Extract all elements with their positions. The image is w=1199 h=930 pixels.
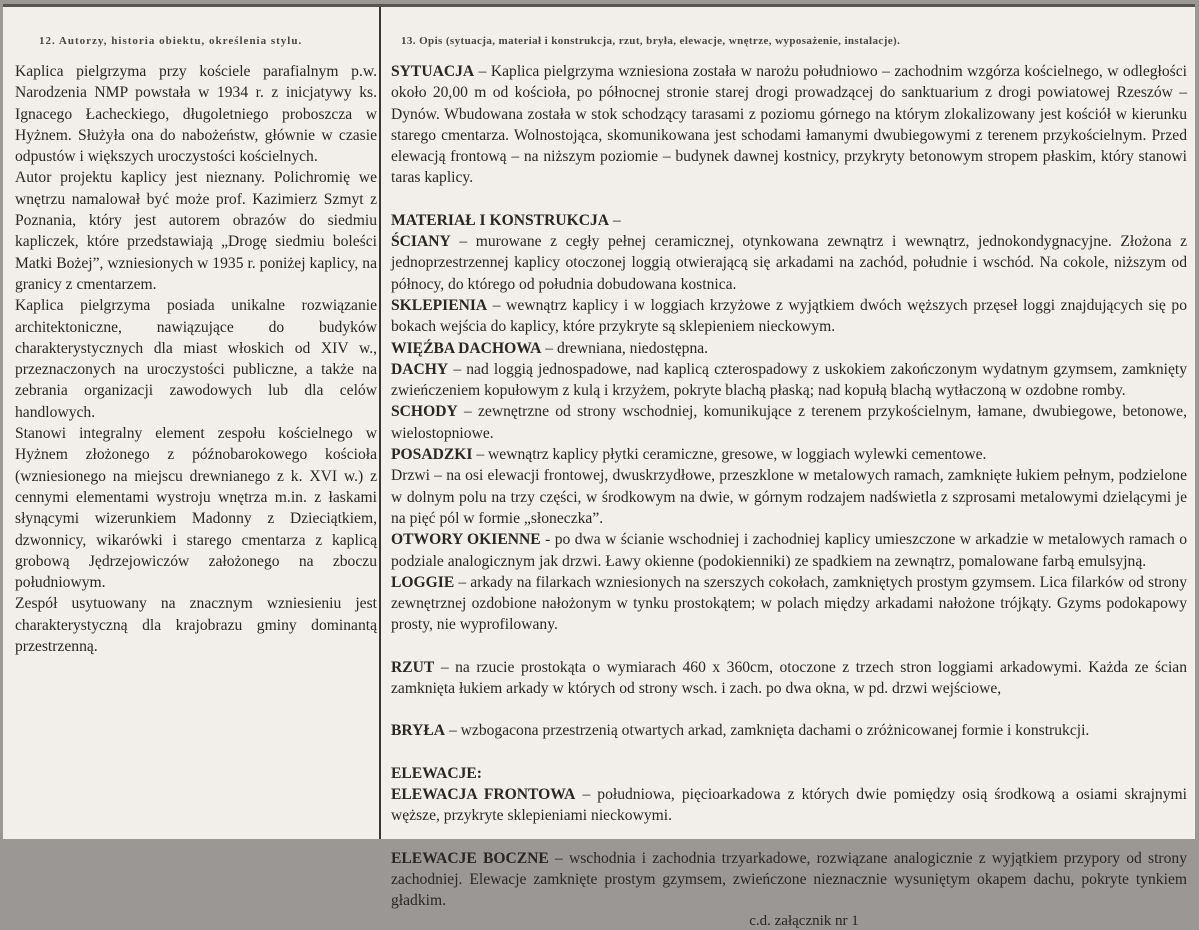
description-section [391,657,1187,700]
description-section [391,784,1187,827]
section-text: – południowa, pięcioarkadowa z których dwie pomiędzy osią środkową a osiami skrajnymi węższe, przykryte sklepieniami nieckowymi. [391,785,1187,825]
description-section [391,763,1187,784]
description-section [391,720,1187,741]
section-title: ELEWACJE: [391,764,482,782]
spacer [391,699,1187,720]
history-paragraph: Autor projektu kaplicy jest nieznany. Polichromię we wnętrzu namalował być może prof. Kazimierz Szmyt z Poznania, który jest autorem obrazów do siedmiu kapliczek, które przedstawiają „Drogę siedmiu boleści Matki Bożej”, wzniesionych w 1935 r. poniżej kaplicy, na granicy z cmentarzem. [15,169,377,293]
section-text: – arkady na filarkach wzniesionych na szerszych cokołach, zamkniętych prostym gzymsem. Lica filarków od strony zewnętrznej ozdobione nałożonym w tynku prostokątem; w polach między arkadami nałożone trójkąty. Gzyms podokapowy prosty, nie wyprofilowany. [391,573,1187,634]
history-paragraph: Kaplica pielgrzyma przy kościele parafialnym p.w. Narodzenia NMP powstała w 1934 r. z inicjatywy ks. Ignacego Łacheckiego, długoletniego proboszcza w Hyżnem. Służyła ona do nabożeństw, głównie w czasie odpustów i większych uroczystości kościelnych. [15,63,377,166]
section-title: SYTUACJA [391,63,475,80]
section-title: OTWORY OKIENNE [391,531,541,549]
section-text: – wewnątrz kaplicy i w loggiach krzyżowe z wyjątkiem dwóch węższych przęseł loggi znajdujących się po bokach wejścia do kaplicy, które przykryte są sklepieniem nieckowym. [391,296,1187,336]
section-title: LOGGIE [391,573,455,591]
section-text: – wzbogacona przestrzenią otwartych arkad, zamknięta dachami o zróżnicowanej formie i konstrukcji. [445,722,1090,740]
section-title: WIĘŹBA DACHOWA [391,339,542,357]
section-text: - po dwa w ścianie wschodniej i zachodniej kaplicy umieszczone w arkadzie w metalowych ramach o podziale analogicznym jak drzwi. Ławy okienne (podokienniki) ze spadkiem na zewnątrz, pomalowane farbą emulsyjną. [391,531,1187,570]
section-text: – drewniana, niedostępna. [541,339,709,357]
section-title: POSADZKI [391,446,473,464]
description-section [391,231,1187,295]
section-title: ŚCIANY [391,233,451,251]
spacer [391,827,1187,848]
section-text: – nad loggią jednospadowe, nad kaplicą czterospadowy z uskokiem zakończonym wydatnym gzymsem, zamknięty zwieńczeniem kopułowym z kulą i krzyżem, pokryte blachą płaską; nad kopułą blachą wytłaczoną w ozdobne romby. [391,360,1187,400]
section-title: SCHODY [391,403,458,421]
history-paragraph: Kaplica pielgrzyma posiada unikalne rozwiązanie architektoniczne, nawiązujące do budyków charakterystycznych dla miast włoskich od XIV w., przeznaczonych na uroczystości publiczne, a także na zebrania organizacji zawodowych lub dla celów handlowych. [15,297,377,421]
section-text: Drzwi – na osi elewacji frontowej, dwuskrzydłowe, przeszklone w metalowych ramach, zamknięte łukiem pełnym, podzielone w dolnym polu na trzy części, w środkowym na dwie, w górnym rodzajem nadświetla z szprosami metalowymi dzielącymi je na pięć pól w formie „słoneczka”. [391,467,1187,527]
section-text: – na rzucie prostokąta o wymiarach 460 x 360cm, otoczone z trzech stron loggiami arkadowymi. Każda ze ścian zamknięta łukiem arkady w których od strony wsch. i zach. po dwa okna, w pd. drzwi wejściowe, [391,658,1187,698]
description-section [391,338,1187,359]
continuation-note: c.d. załącznik nr 1 [749,913,859,930]
spacer [391,189,1187,210]
description-section [391,295,1187,338]
section-text: – Kaplica pielgrzyma wzniesiona została w narożu południowo – zachodnim wzgórza kościelnego, w odległości około 20,00 m od kościoła, po północnej stronie starej drogi prowadzącej do sanktuarium z drogi powiatowej Rzeszów – Dynów. Wbudowana została w stok schodzący tarasami z poziomu górnego na którym zlokalizowany jest kościół w kierunku starego cmentarza. Wolnostojąca, skomunikowana jest schodami łamanymi dwubiegowymi z terenem przykościelnym. Przed elewacją frontową – na niższym poziomie – budynek dawnej kostnicy, przykryty betonowym stropem płaskim, który stanowi taras kaplicy. [391,63,1187,187]
spacer [391,636,1187,657]
document-page [3,4,1195,930]
description-section [391,444,1187,465]
section-title: ELEWACJE BOCZNE [391,849,549,867]
column-divider [379,7,381,839]
section-text: – wschodnia i zachodnia trzyarkadowe, rozwiązane analogicznie z wyjątkiem przypory od strony zachodniej. Elewacje zamknięte prostym gzymsem, zwieńczone nieznacznie wysuniętym okapem dachu, pokryte tynkiem gładkim. [391,849,1187,910]
section-text: – zewnętrzne od strony wschodniej, komunikujące z terenem przykościelnym, łamane, dwubiegowe, betonowe, wielostopniowe. [391,403,1187,442]
section-title: RZUT [391,658,435,676]
description-section [391,465,1187,529]
description-section [391,401,1187,444]
spacer [391,742,1187,763]
description-section [391,359,1187,402]
right-column [391,7,1187,930]
section-title: ELEWACJA FRONTOWA [391,785,576,803]
description-section [391,210,1187,231]
section-title: SKLEPIENIA [391,296,488,314]
left-column [15,7,377,657]
section-text: – [609,211,621,229]
history-paragraph: Stanowi integralny element zespołu kościelnego w Hyżnem złożonego z późnobarokowego kościoła (wzniesionego na miejscu drewnianego z k. XVI w.) z cennymi elementami wystroju wnętrza m.in. z łaskami słynącymi wizerunkiem Madonny z Dzieciątkiem, dzwonnicy, wikarówki i starego cmentarza z kaplicą grobową Jędrzejowiczów założonego na zboczu południowym. [15,425,377,592]
section-text: – murowane z cegły pełnej ceramicznej, otynkowana zewnątrz i wewnątrz, jednokondygnacyjne. Złożona z jednoprzestrzennej kaplicy otoczonej loggią otwierającą się arkadami na zachód, południe i wschód. Na cokole, niższym od północy, do którego od południa dobudowana kostnica. [391,233,1187,293]
description-section [391,61,1187,189]
description-section [391,529,1187,572]
section-12-header: 12. Autorzy, historia obiektu, określenia stylu. [39,35,303,47]
section-title: BRYŁA [391,722,446,740]
description-section [391,848,1187,912]
section-text: – wewnątrz kaplicy płytki ceramiczne, gresowe, w loggiach wylewki cementowe. [472,446,987,464]
section-title: DACHY [391,360,449,378]
section-title: MATERIAŁ I KONSTRUKCJA [391,211,610,229]
history-paragraph: Zespół usytuowany na znacznym wzniesieniu jest charakterystyczną dla krajobrazu gminy dominantą przestrzenną. [15,595,377,656]
description-section [391,572,1187,636]
section-13-header: 13. Opis (sytuacja, materiał i konstrukcja, rzut, bryła, elewacje, wnętrze, wyposażenie, instalacje). [401,35,901,47]
